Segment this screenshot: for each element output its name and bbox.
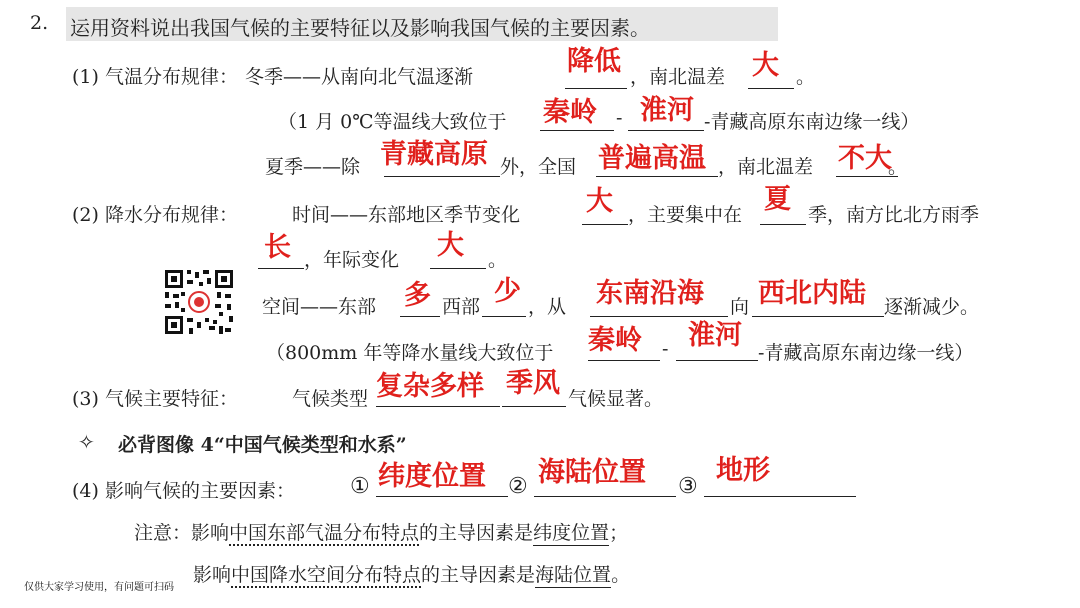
answer-summer-state: 普遍高温 [598, 143, 706, 174]
blank-summer-state [596, 176, 718, 177]
note-line-1 [134, 518, 628, 545]
answer-summer-diff: 不大 [838, 143, 892, 174]
precip-time-post: 季，南方比北方雨季 [808, 204, 980, 226]
blank-factor-2 [534, 496, 676, 497]
circle-three: ③ [678, 474, 698, 499]
answer-west: 少 [494, 276, 521, 307]
blank-monsoon [502, 406, 566, 407]
temp-winter-mid: ，南北温差 [630, 66, 726, 88]
temp-label: (1) 气温分布规律： [72, 66, 238, 88]
blank-west [482, 316, 526, 317]
blank-season [760, 224, 806, 225]
temp-summer-end: 。 [888, 156, 908, 178]
precip-line2-end: 。 [488, 249, 508, 271]
answer-from: 东南沿海 [596, 278, 704, 309]
blank-east [400, 316, 440, 317]
precip-space-post: 逐渐减少。 [884, 296, 980, 318]
temp-winter-end: 。 [796, 66, 816, 88]
blank-precip-iso-2 [676, 360, 758, 361]
precip-isohyet-text: （800mm 年等降水量线大致位于 [266, 342, 554, 364]
note-l1-answer: 纬度位置 [533, 522, 610, 544]
note-l1-key: 中国东部气温分布特点 [229, 522, 420, 544]
answer-seasonal: 大 [586, 186, 613, 217]
answer-factor-1: 纬度位置 [378, 461, 486, 492]
sparkle-icon: ✧ [78, 430, 95, 454]
note-line-2 [193, 560, 630, 587]
precip-space-text: 空间——东部 [262, 296, 377, 318]
features-label: (3) 气候主要特征： [72, 388, 238, 410]
temp-winter-text: 冬季——从南向北气温逐渐 [245, 66, 474, 88]
features-post: 气候显著。 [568, 388, 664, 410]
blank-rainy [258, 268, 304, 269]
question-number: 2. [30, 12, 49, 34]
blank-annual [430, 268, 486, 269]
answer-types: 复杂多样 [376, 371, 484, 402]
note-l2-pre: 影响 [193, 564, 232, 586]
blank-types [376, 406, 500, 407]
answer-season: 夏 [764, 184, 791, 215]
answer-summer-except: 青藏高原 [380, 139, 488, 170]
answer-factor-2: 海陆位置 [538, 457, 646, 488]
temp-summer-text: 夏季——除 [265, 156, 361, 178]
precip-line2-mid: ，年际变化 [304, 249, 400, 271]
temp-summer-mid2: ，南北温差 [718, 156, 814, 178]
temp-iso-post: -青藏高原东南边缘一线） [704, 111, 920, 133]
blank-to [752, 316, 884, 317]
answer-winter-trend: 降低 [567, 46, 621, 77]
blank-seasonal [582, 224, 628, 225]
answer-annual: 大 [437, 230, 464, 261]
blank-factor-1 [376, 496, 508, 497]
answer-east: 多 [404, 280, 431, 311]
blank-iso-1 [540, 130, 614, 131]
note-l2-key: 中国降水空间分布特点 [231, 564, 422, 586]
answer-to: 西北内陆 [758, 278, 866, 309]
circle-one: ① [350, 474, 370, 499]
circle-two: ② [508, 474, 528, 499]
answer-iso-2: 淮河 [640, 95, 694, 126]
precip-label: (2) 降水分布规律： [72, 204, 238, 226]
precip-space-mid2: ，从 [528, 296, 567, 318]
note-l2-end: 。 [611, 564, 631, 586]
blank-factor-3 [704, 496, 856, 497]
precip-time-mid: ，主要集中在 [628, 204, 743, 226]
temp-iso-dash: - [616, 107, 623, 129]
answer-factor-3: 地形 [716, 455, 770, 486]
blank-from [590, 316, 728, 317]
answer-winter-diff: 大 [752, 50, 779, 81]
precip-space-mid3: 向 [730, 296, 750, 318]
note-l1-mid: 的主导因素是 [419, 522, 534, 544]
blank-precip-iso-1 [588, 360, 660, 361]
answer-precip-iso-2: 淮河 [688, 320, 742, 351]
blank-summer-except [384, 176, 500, 177]
qr-code-icon [163, 268, 235, 336]
precip-space-mid: 西部 [442, 296, 481, 318]
blank-iso-2 [628, 130, 704, 131]
blank-winter-trend [565, 88, 627, 89]
must-memorize-text: 必背图像 4“中国气候类型和水系” [118, 434, 407, 456]
precip-time-text: 时间——东部地区季节变化 [292, 204, 521, 226]
answer-iso-1: 秦岭 [543, 97, 597, 128]
note-prefix: 注意： [134, 522, 192, 544]
blank-winter-diff [748, 88, 794, 89]
precip-iso-post: -青藏高原东南边缘一线） [758, 342, 974, 364]
temp-isotherm-text: （1 月 0℃等温线大致位于 [278, 111, 507, 133]
note-l1-pre: 影响 [191, 522, 230, 544]
note-l1-end: ； [609, 522, 629, 544]
answer-precip-iso-1: 秦岭 [588, 325, 642, 356]
answer-monsoon: 季风 [506, 368, 560, 399]
question-heading: 运用资料说出我国气候的主要特征以及影响我国气候的主要因素。 [70, 16, 650, 40]
features-pre: 气候类型 [292, 388, 369, 410]
answer-rainy: 长 [264, 232, 291, 263]
precip-iso-dash: - [662, 338, 669, 360]
factors-label: (4) 影响气候的主要因素： [72, 480, 295, 502]
note-l2-answer: 海陆位置 [535, 564, 612, 586]
footer-note: 仅供大家学习使用，有问题可扫码 [24, 582, 174, 593]
temp-summer-mid: 外，全国 [500, 156, 577, 178]
note-l2-mid: 的主导因素是 [421, 564, 536, 586]
